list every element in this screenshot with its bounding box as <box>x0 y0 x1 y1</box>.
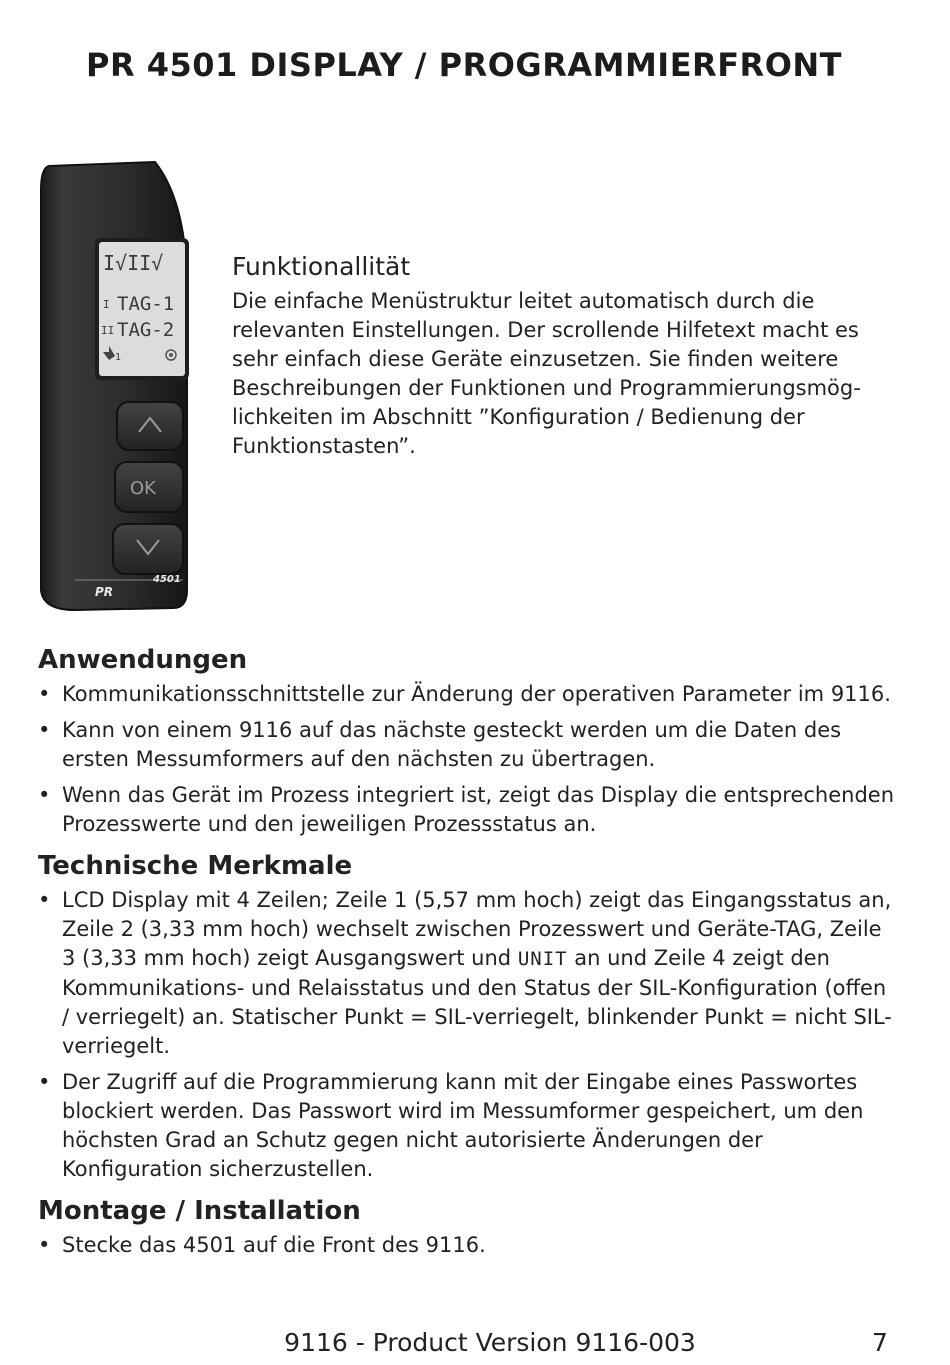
page-number: 7 <box>872 1328 888 1357</box>
lcd-row2-text: TAG-1 <box>117 293 175 315</box>
intro-text: Die einfache Menüstruktur leitet automatisch durch die relevanten Einstellungen. Der scrollende Hilfetext macht es sehr einfach diese Geräte einzusetzen. Sie finden weitere Beschreibungen der Funktionen und Programmierungsmög-lichkeiten im Abschnitt ”Konfiguration / Bedienung der Funktionstasten”. <box>232 289 861 458</box>
ok-button-label: OK <box>130 478 156 499</box>
down-button[interactable] <box>113 524 183 574</box>
lcd-line-1: I√II√ <box>103 251 164 275</box>
lcd-row3-text: TAG-2 <box>117 319 175 341</box>
brand-logo: PR <box>95 585 114 599</box>
list-item <box>38 886 898 1061</box>
list-item: • Wenn das Gerät im Prozess integriert ist, zeigt das Display die entsprechenden Prozesswerte und den jeweiligen Prozessstatus an. <box>38 781 898 839</box>
lcd-row2-prefix: I <box>103 298 110 311</box>
list-item: • Kommunikationsschnittstelle zur Änderung der operativen Parameter im 9116. <box>38 680 898 709</box>
page-title: PR 4501 DISPLAY / PROGRAMMIERFRONT <box>85 46 842 84</box>
intro-heading: Funktionallität <box>232 252 411 281</box>
lcd-row4-text: 1 <box>115 352 122 363</box>
anwendungen-list <box>38 680 898 839</box>
content-sections <box>38 640 898 1267</box>
text-segment: an und Zeile 4 zeigt den Kommunikations- und Relaisstatus und den Status der SIL-Konfiguration (offen / verriegelt) an. Statischer Punkt = SIL-verriegelt, blinkender Punkt = nicht SIL-verriegelt. <box>62 946 892 1058</box>
footer-text: 9116 - Product Version 9116-003 <box>284 1328 696 1357</box>
device-illustration <box>35 160 195 620</box>
list-item: • Der Zugriff auf die Programmierung kann mit der Eingabe eines Passwortes blockiert werden. Das Passwort wird im Messumformer gespeichert, um den höchsten Grad an Schutz gegen nicht autorisierte Änderungen der Konfiguration sicherzustellen. <box>38 1068 898 1184</box>
section-title-anwendungen: Anwendungen <box>38 645 248 675</box>
list-item: • Stecke das 4501 auf die Front des 9116. <box>38 1231 898 1260</box>
lcd-row3-prefix: II <box>101 324 115 337</box>
montage-list <box>38 1231 898 1260</box>
ok-button[interactable] <box>115 462 183 512</box>
intro-block <box>232 252 872 461</box>
unit-term: UNIT <box>517 948 568 970</box>
up-button[interactable] <box>117 402 183 450</box>
section-title-technische-merkmale: Technische Merkmale <box>38 851 353 881</box>
technische-list <box>38 886 898 1184</box>
section-title-montage: Montage / Installation <box>38 1196 361 1226</box>
list-item: • Kann von einem 9116 auf das nächste gesteckt werden um die Daten des ersten Messumformers auf den nächsten zu übertragen. <box>38 716 898 774</box>
text-segment: LCD Display mit 4 Zeilen; Zeile 1 (5,57 mm hoch) zeigt das Eingangsstatus an, Zeile 2 (3,33 mm hoch) wechselt zwischen Prozesswert und Geräte-TAG, Zeile 3 (3,33 mm hoch) zeigt Ausgangswert und <box>62 888 892 970</box>
model-label: 4501 <box>153 574 181 585</box>
